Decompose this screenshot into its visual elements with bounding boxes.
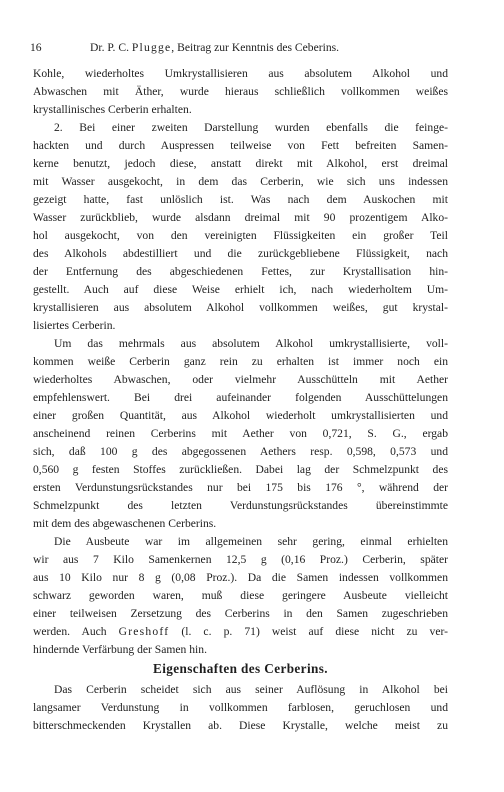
text-line: kommen weiße Cerberin ganz rein zu erhalten ist immer noch ein (33, 355, 448, 368)
text-line: wiederholtes Abwaschen, oder vielmehr Ausschütteln mit Aether (33, 373, 448, 386)
text-line: krystallisieren aus absolutem Alkohol vollkommen weißes, gut krystal- (33, 301, 448, 314)
text-line (33, 623, 448, 640)
text-line: ersten Verdunstungsrückstandes nur bei 175 bis 176 °, während der (33, 481, 448, 494)
text-line: aus 10 Kilo nur 8 g (0,08 Proz.). Da die Samen indessen vollkommen (33, 571, 448, 584)
text-line: einer teilweisen Zersetzung des Cerberins in den Samen zugeschrieben (33, 607, 448, 620)
text-line: empfehlenswert. Bei drei aufeinander folgenden Ausschüttelungen (33, 391, 448, 404)
text-line: anscheinend reinen Cerberins mit Aether von 0,721, S. G., ergab (33, 427, 448, 440)
text-line: sich, daß 100 g des abgegossenen Aethers resp. 0,598, 0,573 und (33, 445, 448, 458)
text-line: Die Ausbeute war im allgemeinen sehr gering, einmal erhielten (54, 535, 448, 548)
text-line: des Alkohols abdestilliert und die zurückgebliebene Flüssigkeit, nach (33, 247, 448, 260)
text-line: lisiertes Cerberin. (33, 319, 116, 332)
text-line: Abwaschen mit Äther, wurde hieraus schließlich vollkommen weißes (33, 85, 448, 98)
text-line: kerne benutzt, jedoch diese, anstatt direkt mit Alkohol, erst dreimal (33, 157, 448, 170)
text-line: Um das mehrmals aus absolutem Alkohol umkrystallisierte, voll- (54, 337, 448, 350)
text-line: hindernde Verfärbung der Samen hin. (33, 643, 207, 656)
running-header (30, 40, 450, 56)
text-line: krystallinisches Cerberin erhalten. (33, 103, 192, 116)
text-line: gezeigt hatte, fast unlöslich ist. Was nach dem Auskochen mit (33, 193, 448, 206)
text-fragment: werden. Auch (33, 625, 119, 638)
text-line: langsamer Verdunstung in vollkommen farblosen, geruchlosen und (33, 701, 448, 714)
header-author: Dr. P. C. (90, 41, 129, 54)
text-line: der Entfernung des abgeschiedenen Fettes, zur Krystallisation hin- (33, 265, 448, 278)
text-line: Das Cerberin scheidet sich aus seiner Auflösung in Alkohol bei (54, 683, 448, 696)
text-line: 0,560 g festen Stoffes zurückließen. Dabei lag der Schmelzpunkt des (33, 463, 448, 476)
text-line: schwarz geworden waren, muß diese geringere Ausbeute vielleicht (33, 589, 448, 602)
header-author-surname: Plugge (131, 41, 172, 54)
text-line: Wasser zurückblieb, wurde alsdann dreimal mit 90 prozentigem Alko- (33, 211, 448, 224)
running-title (90, 40, 339, 56)
text-fragment: (l. c. p. 71) weist auf diese nicht zu ver- (169, 625, 448, 638)
text-line: mit Wasser ausgekocht, in dem das Cerberin, wie sich uns indessen (33, 175, 448, 188)
text-line: hol ausgekocht, von den vereinigten Flüssigkeiten ein großer Teil (33, 229, 448, 242)
text-line: Schmelzpunkt des letzten Verdunstungsrückstandes übereinstimmte (33, 499, 448, 512)
text-line: wir aus 7 Kilo Samenkernen 12,5 g (0,16 Proz.) Cerberin, später (33, 553, 448, 566)
text-line: 2. Bei einer zweiten Darstellung wurden ebenfalls die feinge- (54, 121, 448, 134)
page-number: 16 (30, 41, 42, 54)
section-heading: Eigenschaften des Cerberins. (153, 661, 328, 676)
text-line: gestellt. Auch auf diese Weise erhielt ich, nach wiederholtem Um- (33, 283, 448, 296)
text-line: Kohle, wiederholtes Umkrystallisieren aus absolutem Alkohol und (33, 67, 448, 80)
text-line: hackten und durch Auspressen teilweise von Fett befreiten Samen- (33, 139, 448, 152)
cited-author: Greshoff (118, 625, 170, 638)
text-line: bitterschmeckenden Krystallen ab. Diese Krystalle, welche meist zu (33, 719, 448, 732)
header-title: , Beitrag zur Kenntnis des Ceberins. (171, 41, 340, 54)
text-line: einer großen Quantität, aus Alkohol wiederholt umkrystallisierten und (33, 409, 448, 422)
text-line: mit dem des abgewaschenen Cerberins. (33, 517, 217, 530)
